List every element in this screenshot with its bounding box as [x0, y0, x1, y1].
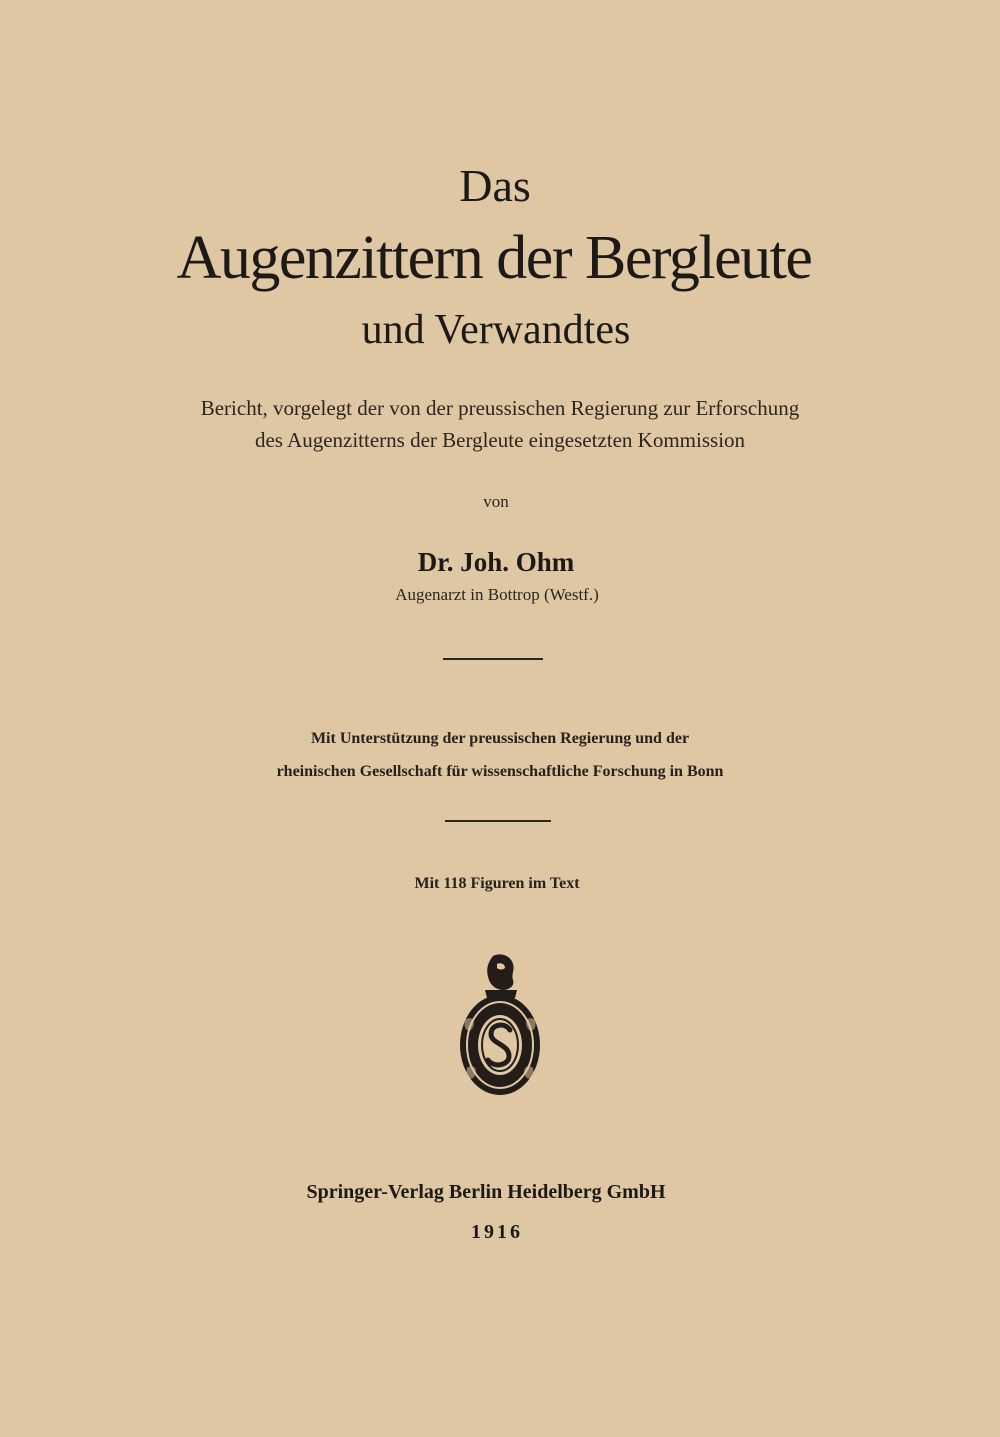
publication-year: 1916 — [471, 1221, 523, 1243]
report-line-2: des Augenzitterns der Bergleute eingesetzten Kommission — [254, 428, 746, 452]
support-line-2: rheinischen Gesellschaft für wissenschaftliche Forschung in Bonn — [276, 763, 724, 780]
report-description — [0, 392, 1000, 456]
title-line-1: Das — [459, 160, 531, 211]
divider-rule — [445, 820, 551, 822]
report-line-1: Bericht, vorgelegt der von der preussischen Regierung zur Erforschung — [200, 396, 800, 420]
support-line-1: Mit Unterstützung der preussischen Regierung und der — [310, 730, 690, 747]
publisher-name: Springer-Verlag Berlin Heidelberg GmbH — [306, 1181, 666, 1203]
publisher-logo-icon — [455, 950, 545, 1100]
author-affiliation: Augenarzt in Bottrop (Westf.) — [395, 585, 599, 604]
title-line-2: Augenzittern der Bergleute — [176, 224, 812, 292]
support-note — [0, 722, 1000, 788]
divider-rule — [443, 658, 543, 660]
by-label: von — [483, 492, 509, 511]
figures-note: Mit 118 Figuren im Text — [414, 875, 580, 892]
title-line-3: und Verwandtes — [361, 307, 631, 353]
author-name: Dr. Joh. Ohm — [417, 547, 575, 577]
